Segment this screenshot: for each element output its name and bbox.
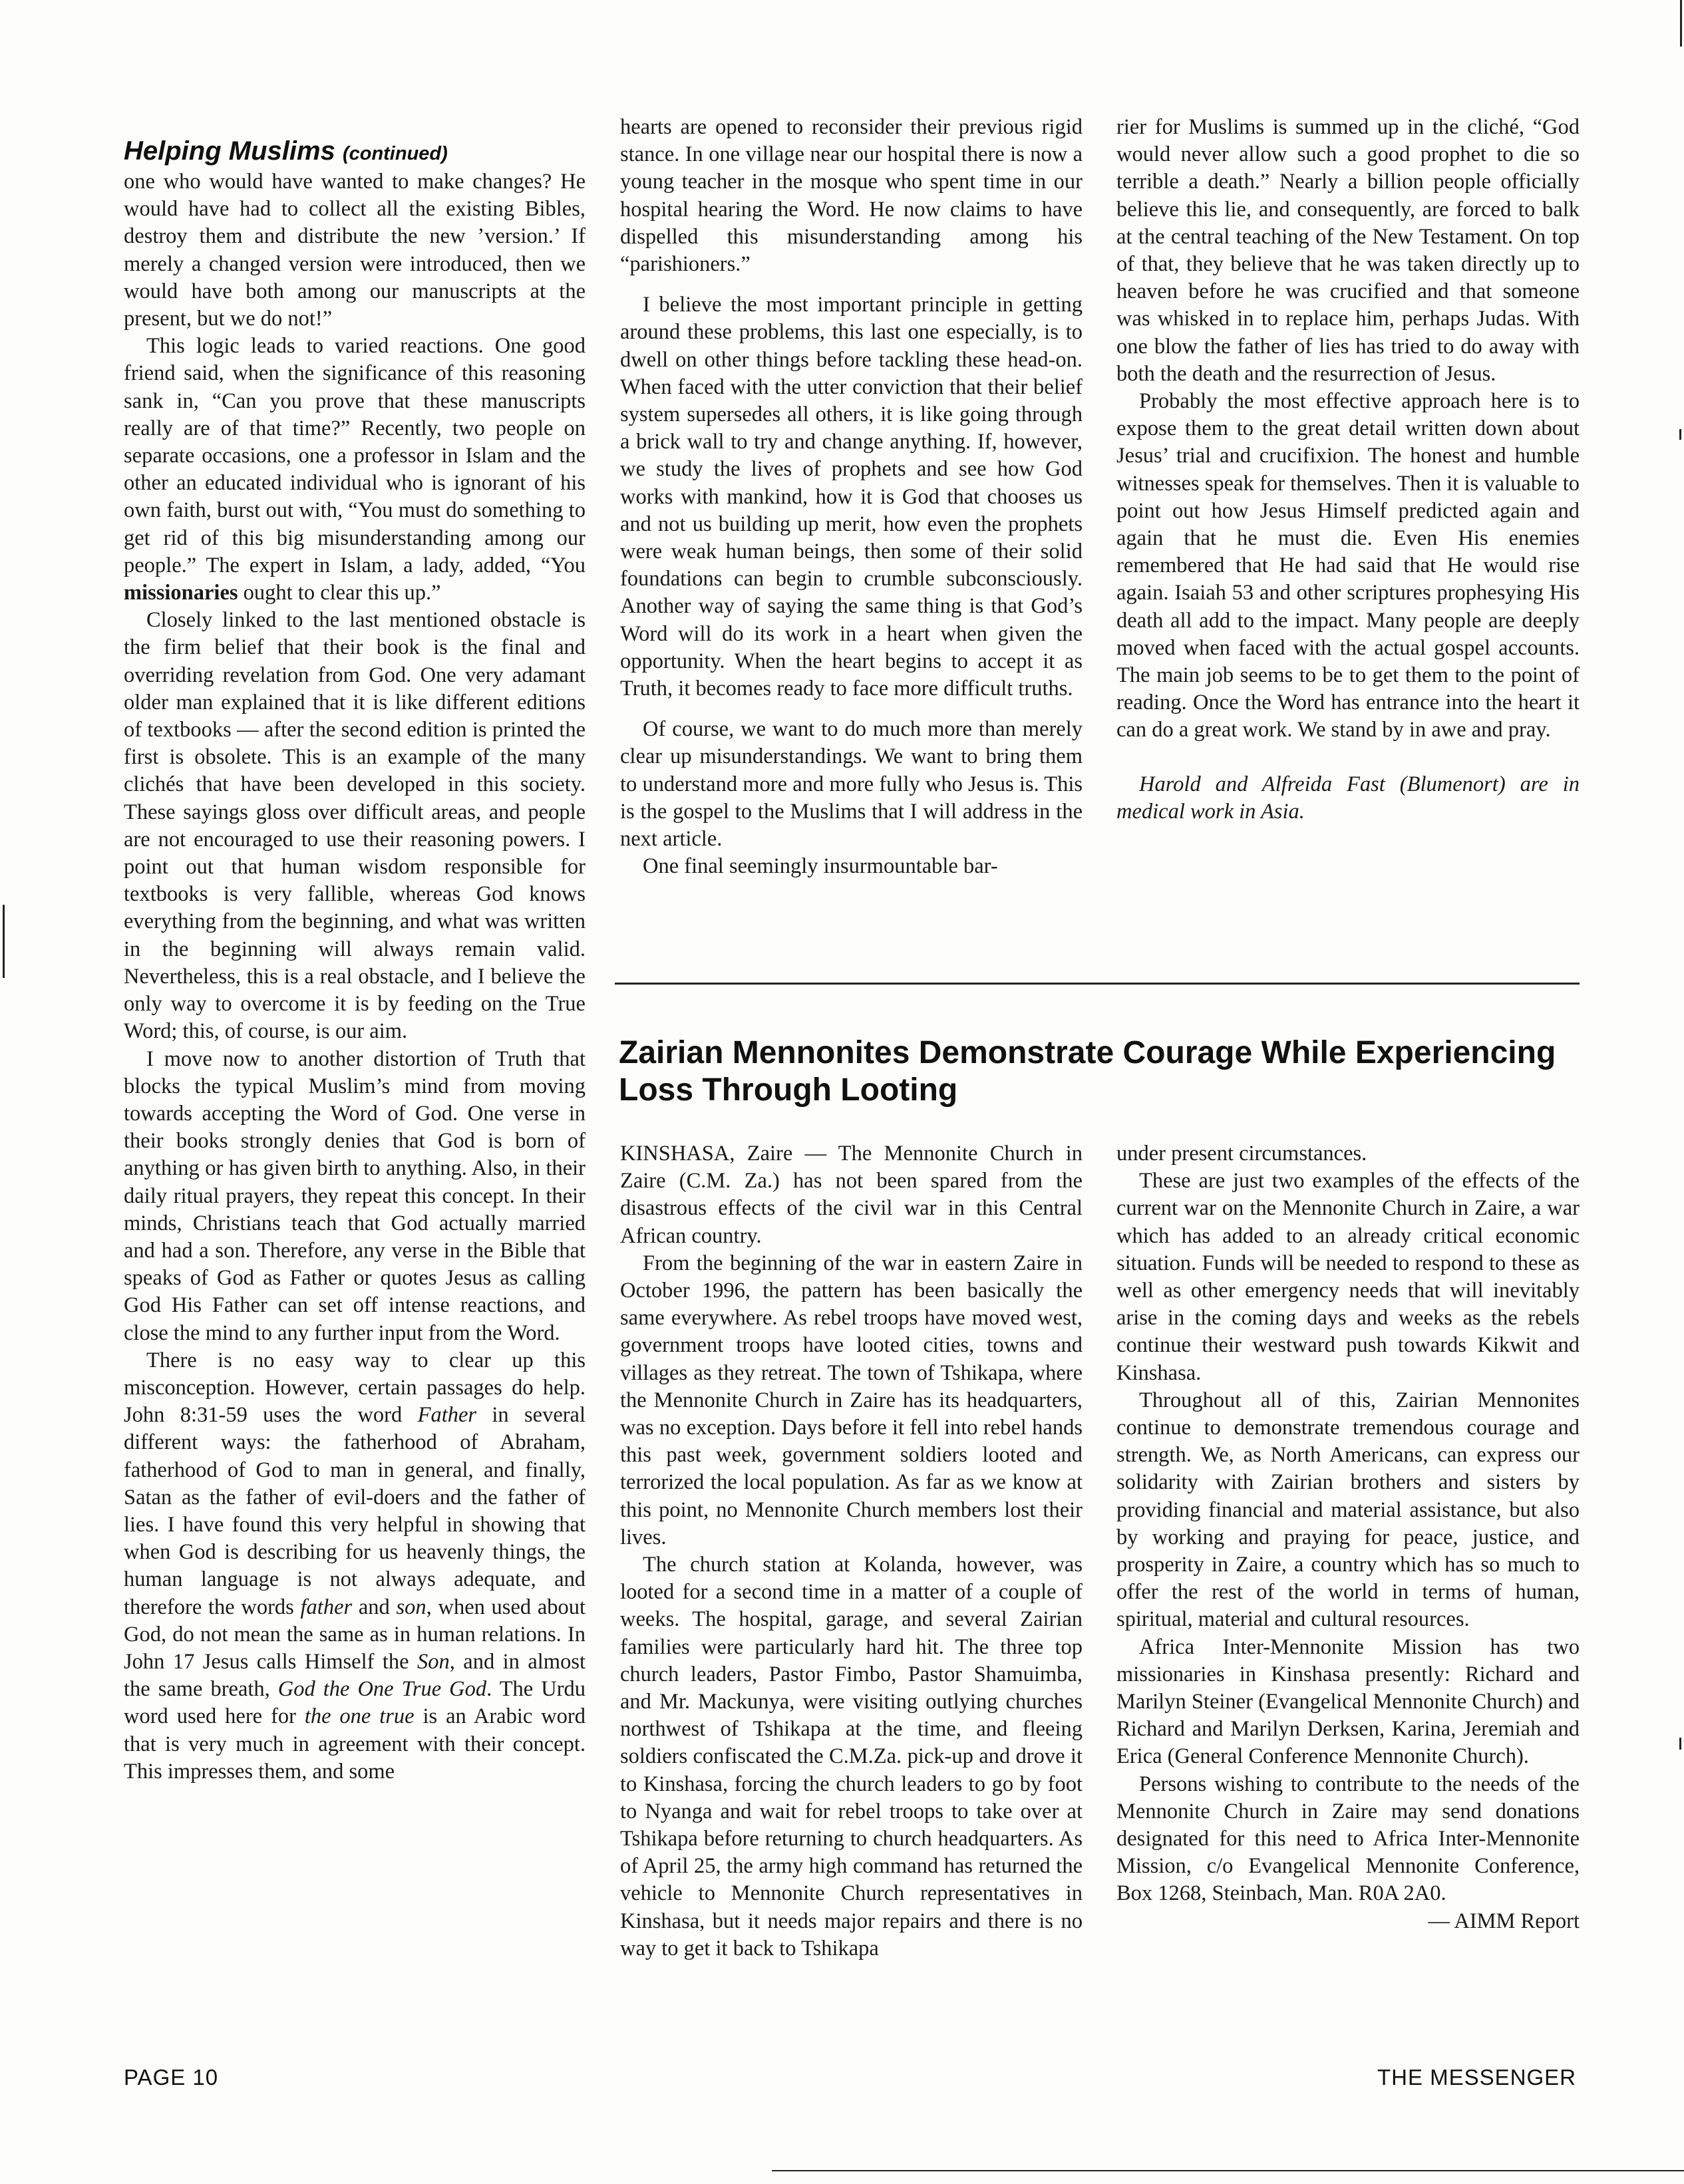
kicker-title: Helping Muslims — [124, 136, 335, 166]
scan-mark — [772, 2170, 1684, 2171]
column-3 — [1116, 114, 1580, 826]
article-byline: — AIMM Report — [1428, 1909, 1580, 1933]
paragraph: There is no easy way to clear up this misconception. However, certain passages do help. John 8:31-59 uses the word Father in several different ways: the fatherhood of Abraham, fatherhood of God to man in general, and finally, Satan as the father of evil-doers and the father of lies. I have found this very helpful in showing that when God is describing for us heavenly things, the human language is not always adequate, and therefore the words father and son, when used about God, do not mean the same as in human relations. In John 17 Jesus calls Himself the Son, and in almost the same breath, God the One True God. The Urdu word used here for the one true is an Arabic word that is very much in agreement with their concept. This impresses them, and some — [124, 1348, 586, 1784]
paragraph: One final seemingly insurmountable bar- — [643, 854, 998, 879]
column-4 — [620, 1140, 1083, 1962]
scan-mark — [1679, 429, 1681, 440]
scan-mark — [1680, 0, 1682, 47]
paragraph: Closely linked to the last mentioned obstacle is the firm belief that their book is the final and overriding revelation from God. One very adamant older man explained that it is like different editions of textbooks — after the second edition is printed the first is obsolete. This is an example of the many clichés that have been developed in this society. These sayings gloss over difficult areas, and people are not encouraged to use their reasoning powers. I point out that human wisdom responsible for textbooks is very fallible, whereas God knows everything from the beginning, and what was written in the beginning will always remain valid. Nevertheless, this is a real obstacle, and I believe the only way to overcome it is by feeding on the True Word; this, of course, is our aim. — [124, 608, 586, 1044]
scan-mark — [3, 905, 5, 978]
paragraph: Probably the most effective approach here is to expose them to the great detail written down about Jesus’ trial and crucifixion. The honest and humble witnesses speak for themselves. Then it is valuable to point out how Jesus Himself predicted again and again that he must die. Even His enemies remembered that He had said that He would rise again. Isaiah 53 and other scriptures prophesying His death all add to the impact. Many people are deeply moved when faced with the actual gospel accounts. The main job seems to be to get them to the point of reading. Once the Word has entrance into the heart it can do a great work. We stand by in awe and pray. — [1116, 389, 1580, 742]
article-headline: Zairian Mennonites Demonstrate Courage While Experiencing Loss Through Looting — [619, 1035, 1556, 1108]
column-5 — [1116, 1140, 1580, 1935]
paragraph: KINSHASA, Zaire — The Mennonite Church in Zaire (C.M. Za.) has not been spared from the disastrous effects of the civil war in this Central African country. — [620, 1142, 1083, 1248]
paragraph: rier for Muslims is summed up in the cliché, “God would never allow such a good prophet to die so terrible a death.” Nearly a billion people officially believe this lie, and consequently, are forced to balk at the central teaching of the New Testament. On top of that, they believe that he was taken directly up to heaven before he was crucified and that someone was whisked in to replace him, perhaps Judas. With one blow the father of lies has tried to do away with both the death and the resurrection of Jesus. — [1116, 115, 1580, 386]
page-number: PAGE 10 — [124, 2065, 219, 2090]
author-note: Harold and Alfreida Fast (Blumenort) are in medical work in Asia. — [1116, 772, 1580, 824]
bold-word: missionaries — [124, 581, 238, 605]
paragraph: under present circumstances. — [1116, 1142, 1367, 1166]
paragraph: Throughout all of this, Zairian Mennonites continue to demonstrate tremendous courage and strength. We, as North Americans, can express our solidarity with Zairian brothers and sisters by providing financial and material assistance, but also by working and praying for peace, justice, and prosperity in Zaire, a country which has so much to offer the rest of the world in terms of human, spiritual, material and cultural resources. — [1116, 1388, 1580, 1632]
paragraph: These are just two examples of the effects of the current war on the Mennonite Church in Zaire, a war which has added to an already critical economic situation. Funds will be needed to respond to these as well as other emergency needs that will inevitably arise in the coming days and weeks as the rebels continue their westward push towards Kikwit and Kinshasa. — [1116, 1169, 1580, 1385]
kicker-sub: (continued) — [342, 143, 448, 164]
paragraph: Africa Inter-Mennonite Mission has two missionaries in Kinshasa presently: Richard and Marilyn Steiner (Evangelical Mennonite Church) and Richard and Marilyn Derksen, Karina, Jeremiah and Erica (General Conference Mennonite Church). — [1116, 1635, 1580, 1769]
paragraph: Persons wishing to contribute to the needs of the Mennonite Church in Zaire may send donations designated for this need to Africa Inter-Mennonite Mission, c/o Evangelical Mennonite Conference, Box 1268, Steinbach, Man. R0A 2A0. — [1116, 1772, 1580, 1906]
paragraph: Of course, we want to do much more than merely clear up misunderstandings. We want to bring them to understand more and more fully who Jesus is. This is the gospel to the Muslims that I will address in the next article. — [620, 717, 1083, 852]
paragraph: From the beginning of the war in eastern Zaire in October 1996, the pattern has been basically the same everywhere. As rebel troops have moved west, government troops have looted cities, towns and villages as they retreat. The town of Tshikapa, where the Mennonite Church in Zaire has its headquarters, was no exception. Days before it fell into rebel hands this past week, government soldiers looted and terrorized the local population. As far as we know at this point, no Mennonite Church members lost their lives. — [620, 1251, 1083, 1549]
article-kicker — [124, 136, 586, 168]
column-1 — [124, 136, 586, 1786]
publication-name: THE MESSENGER — [1377, 2065, 1576, 2090]
paragraph: I believe the most important principle in getting around these problems, this last one especially, is to dwell on other things before tackling these head-on. When faced with the utter conviction that their belief system supersedes all others, it is like going through a brick wall to try and change anything. If, however, we study the lives of prophets and see how God works with mankind, how it is God that chooses us and not us building up merit, how even the prophets were weak human beings, then some of their solid foundations can begin to crumble subconsciously. Another way of saying the same thing is that God’s Word will do its work in a heart when given the opportunity. When the heart begins to accept it as Truth, it becomes ready to face more difficult truths. — [620, 293, 1083, 701]
scan-mark — [1679, 1738, 1681, 1750]
paragraph: This logic leads to varied reactions. One good friend said, when the significance of this reasoning sank in, “Can you prove that these manuscripts really are of that time?” Recently, two people on separate occasions, one a professor in Islam and the other an educated individual who is ignorant of his own faith, burst out with, “You must do something to get rid of this big misunderstanding among our people.” The expert in Islam, a lady, added, “You missionaries ought to clear this up.” — [124, 334, 586, 605]
paragraph: I move now to another distortion of Truth that blocks the typical Muslim’s mind from moving towards accepting the Word of God. One verse in their books strongly denies that God is born of anything or has given birth to anything. Also, in their daily ritual prayers, they repeat this concept. In their minds, Christians teach that God actually married and had a son. Therefore, any verse in the Bible that speaks of God as Father or quotes Jesus as calling God His Father can set off intense reactions, and close the mind to any further input from the Word. — [124, 1046, 586, 1345]
column-2 — [620, 114, 1083, 880]
paragraph: hearts are opened to reconsider their previous rigid stance. In one village near our hospital there is now a young teacher in the mosque who spent time in our hospital hearing the Word. He now claims to have dispelled this misunderstanding among his “parishioners.” — [620, 115, 1083, 277]
section-divider — [615, 983, 1580, 985]
paragraph: The church station at Kolanda, however, was looted for a second time in a matter of a couple of weeks. The hospital, garage, and several Zairian families were particularly hard hit. The three top church leaders, Pastor Fimbo, Pastor Shamuimba, and Mr. Mackunya, were visiting outlying churches northwest of Tshikapa at the time, and fleeing soldiers confiscated the C.M.Za. pick-up and drove it to Kinshasa, forcing the church leaders to go by foot to Nyanga and wait for rebel troops to take over at Tshikapa before returning to church headquarters. As of April 25, the army high command has returned the vehicle to Mennonite Church representatives in Kinshasa, but it needs major repairs and there is no way to get it back to Tshikapa — [620, 1553, 1083, 1960]
paragraph: one who would have wanted to make changes? He would have had to collect all the existing Bibles, destroy them and distribute the new ’version.’ If merely a changed version were introduced, then we would have both among our manuscripts at the present, but we do not!” — [124, 170, 586, 331]
